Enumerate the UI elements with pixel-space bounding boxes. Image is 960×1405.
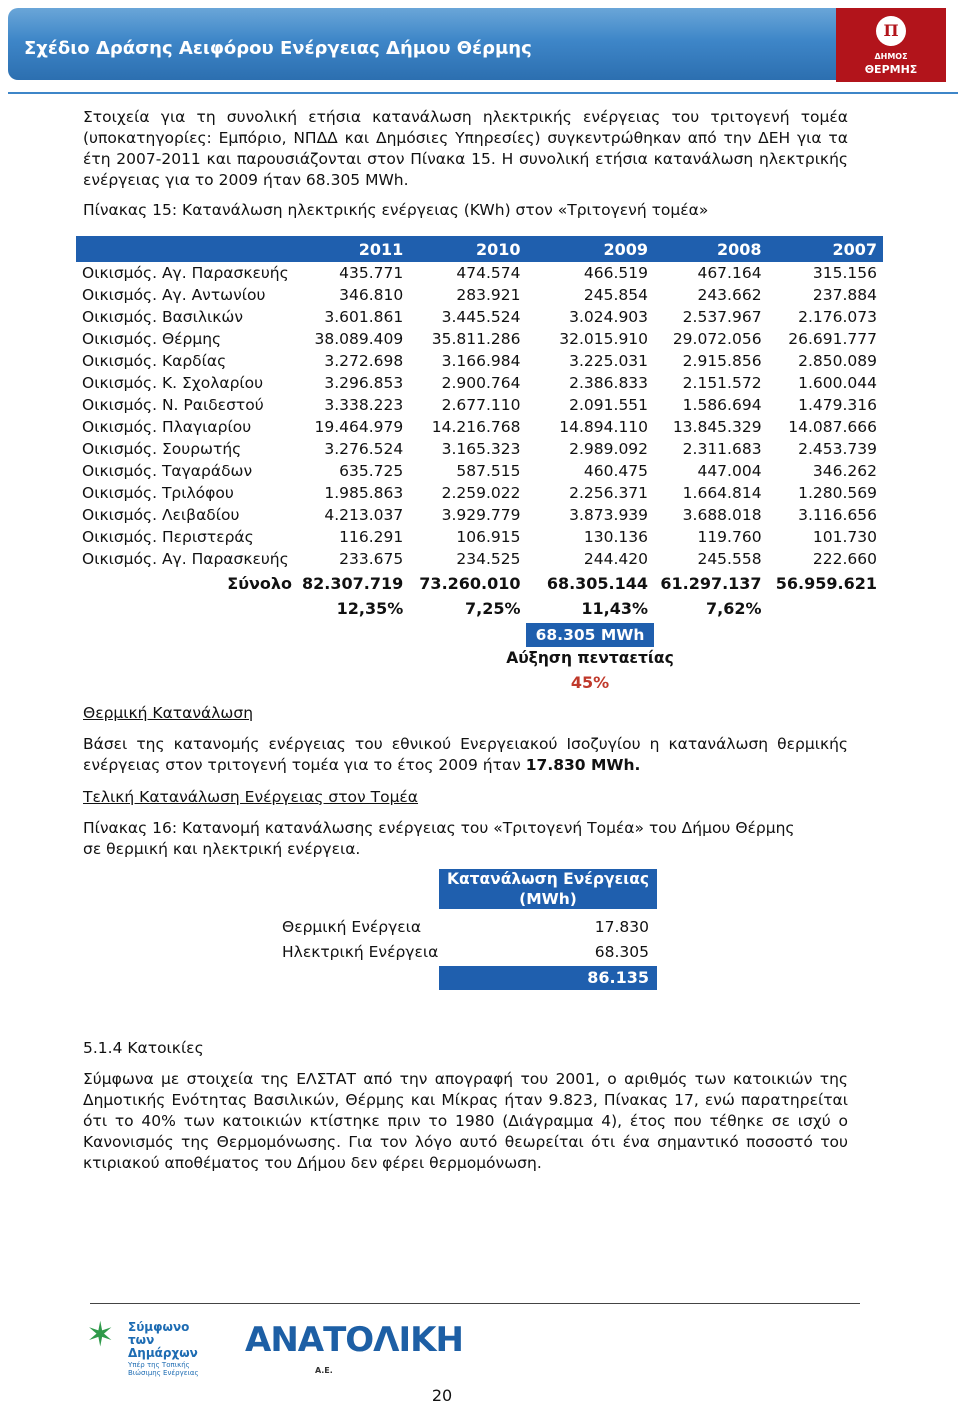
consumption-cell: 2.259.022 (441, 484, 521, 502)
consumption-cell: 14.087.666 (788, 418, 877, 436)
change-empty-cell (76, 596, 302, 620)
consumption-cell: 2.900.764 (441, 374, 521, 392)
consumption-cell: 2.256.371 (569, 484, 649, 502)
header-banner (8, 8, 863, 80)
change-percent: 12,35% (336, 598, 404, 618)
consumption-cell: 2.537.967 (682, 308, 762, 326)
consumption-cell: 315.156 (812, 264, 877, 282)
consumption-cell: 3.929.779 (441, 506, 521, 524)
section-paragraph: Σύμφωνα με στοιχεία της ΕΛΣΤΑΤ από την απογραφή του 2001, ο αριθμός των κατοικιών της Δημοτικής Ενότητας Βασιλικών, Θέρμης και Μίκρας ήταν 9.823, Πίνακας 17, ενώ παρατηρείται ότι το 40% των κατοικιών κτίστηκε πριν το 1980 (Διάγραμμα 4), έτος που τέθηκε σε ισχύ ο Κανονισμός της Θερμομόνωσης. Για τον λόγο αυτό θεωρείται ότι ένα σημαντικό ποσοστό του κτιριακού αποθέματος του Δήμου δεν φέρει θερμομόνωση. (83, 1070, 848, 1172)
table-header-row (76, 236, 883, 262)
change-percent: 7,25% (465, 598, 521, 618)
table-row (76, 548, 883, 570)
consumption-cell: 245.558 (697, 550, 762, 568)
total-value: 86.135 (587, 968, 649, 987)
table-row (76, 394, 883, 416)
table-row (76, 350, 883, 372)
consumption-cell: 467.164 (697, 264, 762, 282)
consumption-cell: 3.688.018 (682, 506, 762, 524)
consumption-cell: 3.024.903 (569, 308, 649, 326)
change-percent: 11,43% (581, 598, 649, 618)
consumption-cell: 2.453.739 (798, 440, 877, 458)
consumption-cell: 13.845.329 (672, 418, 762, 436)
consumption-cell: 2.850.089 (798, 352, 877, 370)
consumption-cell: 346.262 (812, 462, 877, 480)
consumption-cell: 283.921 (456, 286, 521, 304)
consumption-cell: 635.725 (339, 462, 404, 480)
consumption-cell: 466.519 (583, 264, 649, 282)
footer-divider (90, 1303, 860, 1304)
consumption-cell: 116.291 (339, 528, 404, 546)
consumption-cell: 130.136 (583, 528, 649, 546)
table-row (76, 438, 883, 460)
consumption-cell: 222.660 (812, 550, 877, 568)
settlement-name: Οικισμός. Τριλόφου (82, 484, 234, 502)
intro-paragraph: Στοιχεία για τη συνολική ετήσια κατανάλωση ηλεκτρικής ενέργειας του τριτογενή τομέα (υποκατηγορίες: Εμπόριο, ΝΠΔΔ και Δημόσιες Υπηρεσίες) συγκεντρώθηκαν από την ΔΕΗ για τα έτη 2007-2011 και παρουσιάζονται στον Πίνακα 15. Η συνολική ετήσια κατανάλωση ηλεκτρικής ενέργειας για το 2009 ήταν 68.305 MWh. (83, 108, 848, 189)
consumption-cell: 3.873.939 (569, 506, 649, 524)
consumption-cell: 3.445.524 (441, 308, 521, 326)
final-heading: Τελική Κατανάλωση Ενέργειας στον Τομέα (83, 788, 419, 806)
table15-caption: Πίνακας 15: Κατανάλωση ηλεκτρικής ενέργειας (KWh) στον «Τριτογενή τομέα» (83, 201, 709, 219)
consumption-cell: 1.985.863 (324, 484, 404, 502)
settlement-name: Οικισμός. Κ. Σχολαρίου (82, 374, 264, 392)
settlement-name: Οικισμός. Σουρωτής (82, 440, 242, 458)
settlement-name: Οικισμός. Αγ. Αντωνίου (82, 286, 266, 304)
table-row (76, 328, 883, 350)
table-row (76, 504, 883, 526)
consumption-cell: 435.771 (339, 264, 404, 282)
consumption-cell: 1.600.044 (798, 374, 877, 392)
change-percent: 7,62% (706, 598, 762, 618)
table-row (76, 372, 883, 394)
table-row (76, 262, 883, 284)
logo-line: Σύμφωνο (128, 1320, 190, 1334)
consumption-cell: 1.479.316 (798, 396, 877, 414)
consumption-cell: 460.475 (583, 462, 649, 480)
consumption-cell: 1.664.814 (682, 484, 762, 502)
growth-label: Αύξηση πενταετίας (506, 649, 674, 667)
settlement-name: Οικισμός. Αγ. Παρασκευής (82, 550, 289, 568)
consumption-cell: 3.116.656 (798, 506, 877, 524)
consumption-cell: 2.176.073 (798, 308, 877, 326)
consumption-cell: 106.915 (456, 528, 521, 546)
consumption-table (76, 236, 883, 620)
emblem-icon: Π (876, 16, 906, 46)
total-cell: 82.307.719 (302, 573, 404, 593)
settlement-name: Οικισμός. Θέρμης (82, 330, 222, 348)
consumption-cell: 3.165.323 (441, 440, 521, 458)
consumption-cell: 3.276.524 (324, 440, 404, 458)
page-number: 20 (431, 1386, 453, 1405)
consumption-cell: 244.420 (583, 550, 649, 568)
settlement-name: Οικισμός. Ταγαράδων (82, 462, 253, 480)
consumption-cell: 2.091.551 (569, 396, 649, 414)
page-header (8, 8, 958, 80)
year-header: 2007 (768, 236, 883, 262)
year-header: 2008 (654, 236, 768, 262)
total-cell: 56.959.621 (775, 573, 877, 593)
table-row (76, 306, 883, 328)
logo-line-1: ΔΗΜΟΣ (874, 52, 908, 61)
consumption-cell: 38.089.409 (314, 330, 404, 348)
consumption-cell: 3.338.223 (324, 396, 404, 414)
consumption-cell: 237.884 (812, 286, 877, 304)
consumption-cell: 233.675 (339, 550, 404, 568)
settlement-name: Οικισμός. Περιστεράς (82, 528, 254, 546)
consumption-cell: 587.515 (456, 462, 521, 480)
settlement-name: Οικισμός. Βασιλικών (82, 308, 244, 326)
table16-column-header: Κατανάλωση Ενέργειας (MWh) (439, 869, 657, 909)
table-row (76, 284, 883, 306)
consumption-cell: 3.601.861 (324, 308, 404, 326)
row-label: Θερμική Ενέργεια (282, 918, 422, 936)
thermal-paragraph (83, 734, 848, 776)
consumption-cell: 2.386.833 (569, 374, 649, 392)
document-title: Σχέδιο Δράσης Αειφόρου Ενέργειας Δήμου Θέρμης (24, 38, 532, 59)
total-row (76, 570, 883, 596)
consumption-cell: 3.296.853 (324, 374, 404, 392)
consumption-cell: 2.915.856 (682, 352, 762, 370)
consumption-cell: 3.272.698 (324, 352, 404, 370)
table-row (76, 482, 883, 504)
consumption-cell: 245.854 (583, 286, 649, 304)
consumption-cell: 2.151.572 (682, 374, 762, 392)
consumption-cell: 14.216.768 (431, 418, 521, 436)
table16-caption: Πίνακας 16: Κατανομή κατανάλωσης ενέργειας του «Τριτογενή Τομέα» του Δήμου Θέρμης σε θερμική και ηλεκτρική ενέργεια. (83, 819, 795, 858)
settlement-name: Οικισμός. Ν. Ραιδεστού (82, 396, 264, 414)
total-cell: 61.297.137 (660, 573, 762, 593)
logo-line-2: ΘΕΡΜΗΣ (864, 63, 918, 76)
anatoliki-wordmark: ΑΝΑΤΟΛΙΚΗ (245, 1320, 463, 1360)
thermal-heading: Θερμική Κατανάλωση (83, 704, 254, 722)
header-divider (8, 92, 958, 94)
consumption-cell: 2.677.110 (441, 396, 521, 414)
consumption-cell: 26.691.777 (788, 330, 877, 348)
row-value: 68.305 (594, 943, 649, 961)
total-label: Σύνολο (227, 573, 293, 593)
year-header: 2011 (302, 236, 409, 262)
consumption-cell: 234.525 (456, 550, 521, 568)
consumption-cell: 3.225.031 (569, 352, 649, 370)
total-cell: 68.305.144 (546, 573, 649, 593)
logo-line: των Δημάρχων (128, 1333, 198, 1360)
total-cell: 73.260.010 (419, 573, 521, 593)
consumption-cell: 2.989.092 (569, 440, 649, 458)
consumption-cell: 19.464.979 (314, 418, 404, 436)
consumption-cell: 346.810 (339, 286, 404, 304)
table16-row (282, 915, 657, 939)
settlement-name: Οικισμός. Αγ. Παρασκευής (82, 264, 289, 282)
consumption-cell: 4.213.037 (324, 506, 404, 524)
section-heading: 5.1.4 Κατοικίες (83, 1039, 204, 1057)
header-empty-cell (76, 236, 302, 262)
year-header: 2009 (527, 236, 655, 262)
growth-value: 45% (570, 673, 610, 692)
anatoliki-suffix: Α.Ε. (315, 1366, 333, 1375)
consumption-cell: 2.311.683 (682, 440, 762, 458)
change-row (76, 596, 883, 620)
consumption-cell: 474.574 (456, 264, 521, 282)
consumption-cell: 35.811.286 (431, 330, 521, 348)
settlement-name: Οικισμός. Πλαγιαρίου (82, 418, 252, 436)
consumption-cell: 14.894.110 (559, 418, 649, 436)
thermal-text: Βάσει της κατανομής ενέργειας του εθνικού Ενεργειακού Ισοζυγίου η κατανάλωση θερμικής ενέργειας στον τριτογενή τομέα για το έτος 2009 ήταν (83, 735, 848, 774)
municipality-logo (836, 8, 946, 82)
table16-total (439, 966, 657, 990)
consumption-cell: 243.662 (697, 286, 762, 304)
consumption-cell: 101.730 (812, 528, 877, 546)
table-row (76, 526, 883, 548)
consumption-cell: 29.072.056 (672, 330, 762, 348)
consumption-cell: 1.280.569 (798, 484, 877, 502)
row-label: Ηλεκτρική Ενέργεια (282, 943, 439, 961)
consumption-cell: 3.166.984 (441, 352, 521, 370)
year-header: 2010 (409, 236, 526, 262)
settlement-name: Οικισμός. Λειβαδίου (82, 506, 240, 524)
highlight-2009-mwh: 68.305 MWh (526, 623, 654, 647)
logo-subtext: Υπέρ της Τοπικής Βιώσιμης Ενέργειας (128, 1361, 199, 1377)
consumption-cell: 447.004 (697, 462, 762, 480)
table16-row (282, 940, 657, 964)
table-row (76, 416, 883, 438)
anatoliki-logo (245, 1320, 463, 1386)
covenant-of-mayors-logo (86, 1315, 211, 1385)
logo-text (128, 1321, 211, 1360)
consumption-cell: 1.586.694 (682, 396, 762, 414)
consumption-cell: 119.760 (697, 528, 762, 546)
settlement-name: Οικισμός. Καρδίας (82, 352, 227, 370)
consumption-cell: 32.015.910 (559, 330, 649, 348)
table-row (76, 460, 883, 482)
star-icon: ✶ (86, 1315, 115, 1355)
thermal-value: 17.830 MWh. (525, 756, 641, 774)
row-value: 17.830 (594, 918, 649, 936)
